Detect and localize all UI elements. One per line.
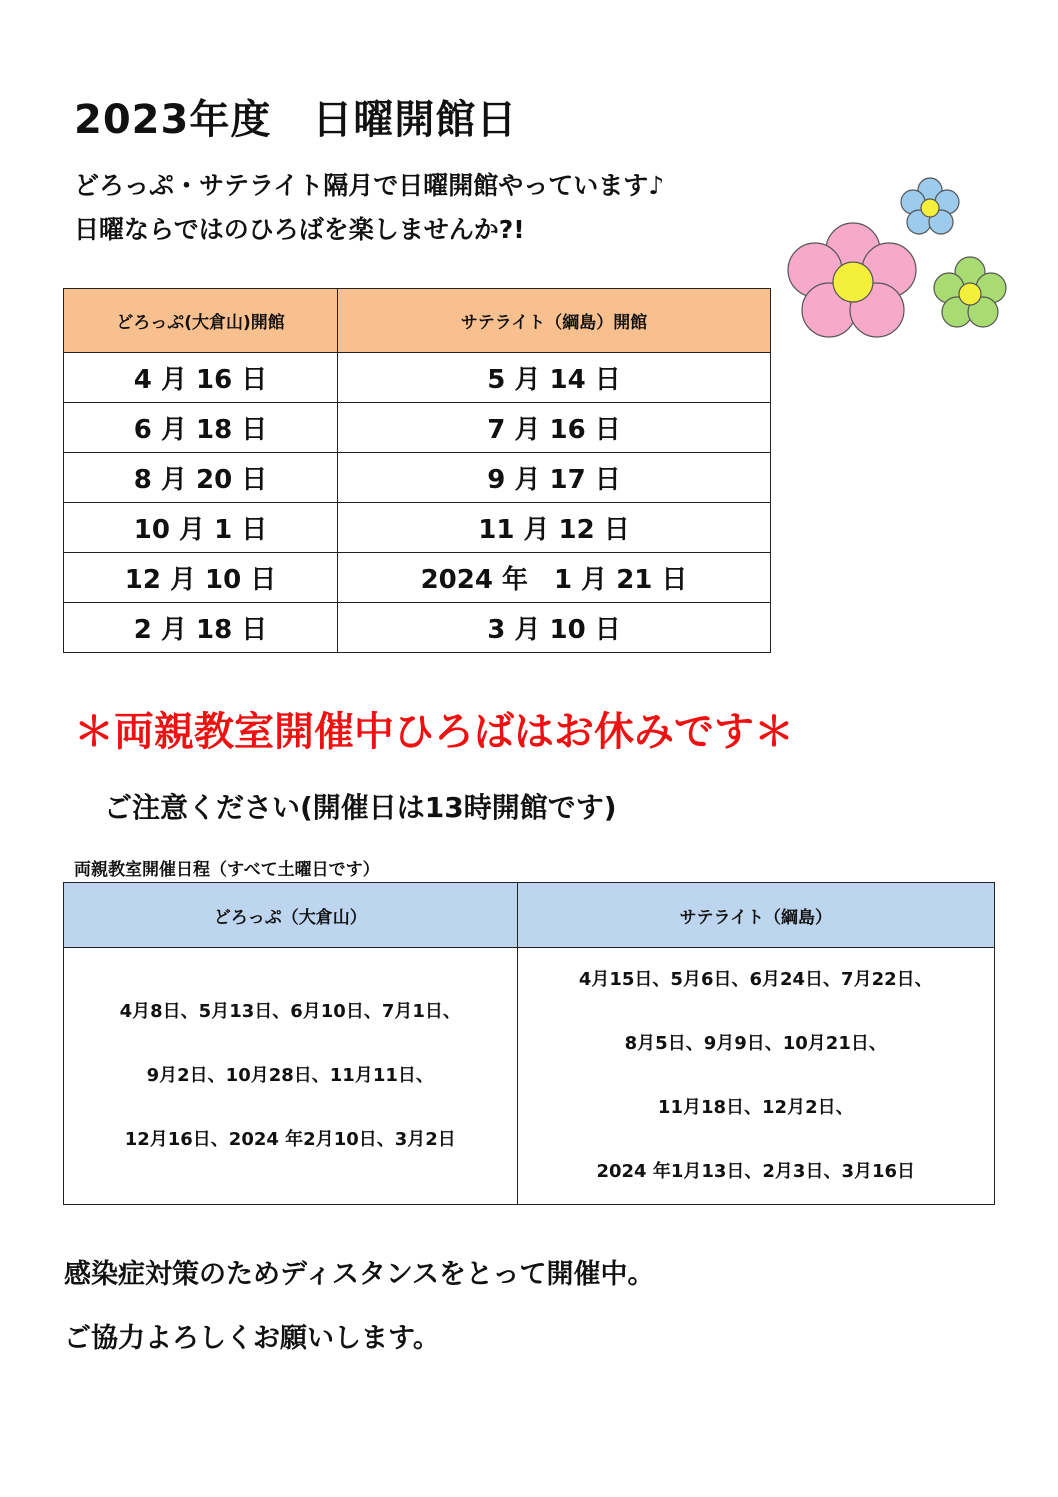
header-satellite: サテライト（綱島） [517,883,994,948]
sunday-opening-table [63,288,771,653]
schedule-line: 2024 年1月13日、2月3日、3月16日 [596,1161,916,1182]
parents-class-schedule-table [63,882,995,1205]
satellite-date: 5 月 14 日 [338,353,771,403]
flowers-icon [785,170,1015,345]
table-row [64,603,771,653]
caution-text: ご注意ください(開催日は13時開館です) [104,791,617,824]
header-drop: どろっぷ（大倉山） [64,883,518,948]
satellite-date: 7 月 16 日 [338,403,771,453]
drop-schedule-cell [64,948,518,1205]
drop-date: 8 月 20 日 [64,453,338,503]
schedule-line: 9月2日、10月28日、11月11日、 [146,1065,434,1086]
page-title: 2023年度 日曜開館日 [74,97,518,143]
schedule-line: 11月18日、12月2日、 [657,1097,854,1118]
schedule-line: 4月15日、5月6日、6月24日、7月22日、 [578,969,933,990]
table-row [64,453,771,503]
blue-flower-icon [901,178,959,234]
header-drop: どろっぷ(大倉山)開館 [64,289,338,353]
closure-notice: ＊両親教室開催中ひろばはお休みです＊ [74,709,794,755]
table-row [64,553,771,603]
green-flower-icon [934,257,1006,327]
schedule-title: 両親教室開催日程（すべて土曜日です） [74,860,380,880]
table-row [64,948,995,1205]
footer-line-2: ご協力よろしくお願いします。 [64,1323,440,1354]
schedule-line: 8月5日、9月9日、10月21日、 [624,1033,887,1054]
drop-date: 10 月 1 日 [64,503,338,553]
drop-date: 2 月 18 日 [64,603,338,653]
intro-line-2: 日曜ならではのひろばを楽しませんか?! [74,215,525,244]
satellite-date: 11 月 12 日 [338,503,771,553]
satellite-date: 3 月 10 日 [338,603,771,653]
satellite-date: 9 月 17 日 [338,453,771,503]
intro-line-1: どろっぷ・サテライト隔月で日曜開館やっています♪ [74,171,665,200]
header-satellite: サテライト（綱島）開館 [338,289,771,353]
footer-line-1: 感染症対策のためディスタンスをとって開催中。 [64,1259,655,1290]
drop-date: 12 月 10 日 [64,553,338,603]
table-header-row [64,883,995,948]
schedule-line: 12月16日、2024 年2月10日、3月2日 [124,1129,456,1150]
satellite-date: 2024 年 1 月 21 日 [338,553,771,603]
drop-date: 6 月 18 日 [64,403,338,453]
schedule-line: 4月8日、5月13日、6月10日、7月1日、 [119,1001,461,1022]
table-row [64,353,771,403]
table-row [64,403,771,453]
table-row [64,503,771,553]
table-header-row [64,289,771,353]
drop-date: 4 月 16 日 [64,353,338,403]
satellite-schedule-cell [517,948,994,1205]
pink-flower-icon [788,223,916,337]
